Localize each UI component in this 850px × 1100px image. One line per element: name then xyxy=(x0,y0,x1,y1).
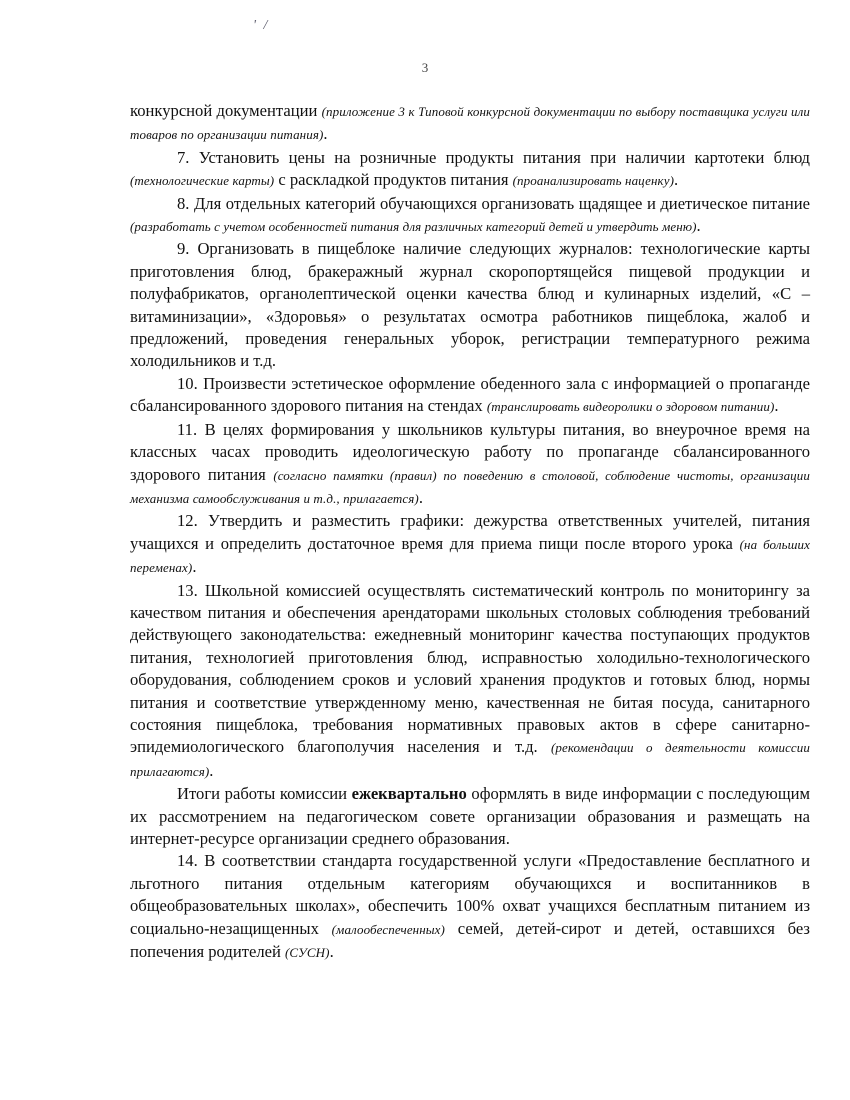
paragraph-14: 14. В соответствии стандарта государственной услуги «Предоставление бесплатного и льготного питания отдельным категориям обучающихся и воспитанников в общеобразовательных школах», обеспечить 100% охват учащихся бесплатным питанием из социально-незащищенных (малообеспеченных) семей, детей-сирот и детей, оставшихся без попечения родителей (СУСН). xyxy=(130,851,810,962)
document-body xyxy=(130,100,810,964)
page-number: 3 xyxy=(421,60,429,75)
paragraph-continuation: конкурсной документации (приложение 3 к Типовой конкурсной документации по выбору поставщика услуги или товаров по организации питания). xyxy=(130,101,810,144)
paragraph-9: 9. Организовать в пищеблоке наличие следующих журналов: технологические карты приготовления блюд, бракеражный журнал скоропортящейся пищевой продукции и полуфабрикатов, органолептической оценки качества блюд и кулинарных изделий, «С – витаминизации», «Здоровья» о результатах осмотра работников пищеблока, жалоб и предложений, проведения генеральных уборок, регистрации температурного режима холодильников и т.д. xyxy=(130,239,810,371)
paragraph-7: 7. Установить цены на розничные продукты питания при наличии картотеки блюд (технологические карты) с раскладкой продуктов питания (проанализировать наценку). xyxy=(130,147,810,190)
paragraph-13: 13. Школьной комиссией осуществлять систематический контроль по мониторингу за качеством питания и обеспечения арендаторами школьных столовых соблюдения требований действующего законодательства: ежедневный мониторинг качества поступающих продуктов питания, технологией приготовления блюд, исправностью холодильно-технологического оборудования, соблюдением сроков и условий хранения продуктов и готовых блюд, нормы питания и соответствие утвержденному меню, качественная не битая посуда, санитарного состояния пищеблока, требования нормативных правовых актов в сфере санитарно-эпидемиологического благополучия населения и т.д. (рекомендации о деятельности комиссии прилагаются). xyxy=(130,580,811,780)
corner-mark: ' / xyxy=(253,18,270,33)
paragraph-8: 8. Для отдельных категорий обучающихся организовать щадящее и диетическое питание (разработать с учетом особенностей питания для различных категорий детей и утвердить меню). xyxy=(130,193,810,236)
paragraph-13-results: Итоги работы комиссии ежеквартально оформлять в виде информации с последующим их рассмотрением на педагогическом совете организации образования и размещать на интернет-ресурсе организации среднего образования. xyxy=(130,784,810,848)
paragraph-10: 10. Произвести эстетическое оформление обеденного зала с информацией о пропаганде сбалансированного здорового питания на стендах (транслировать видеоролики о здоровом питании). xyxy=(130,373,810,416)
paragraph-12: 12. Утвердить и разместить графики: дежурства ответственных учителей, питания учащихся и определить достаточное время для приема пищи после второго урока (на больших переменах). xyxy=(130,511,810,577)
paragraph-11: 11. В целях формирования у школьников культуры питания, во внеурочное время на классных часах проводить идеологическую работу по пропаганде сбалансированного здорового питания (согласно памятки (правил) по поведению в столовой, соблюдение чистоты, организации механизма самообслуживания и т.д., прилагается). xyxy=(130,419,810,507)
